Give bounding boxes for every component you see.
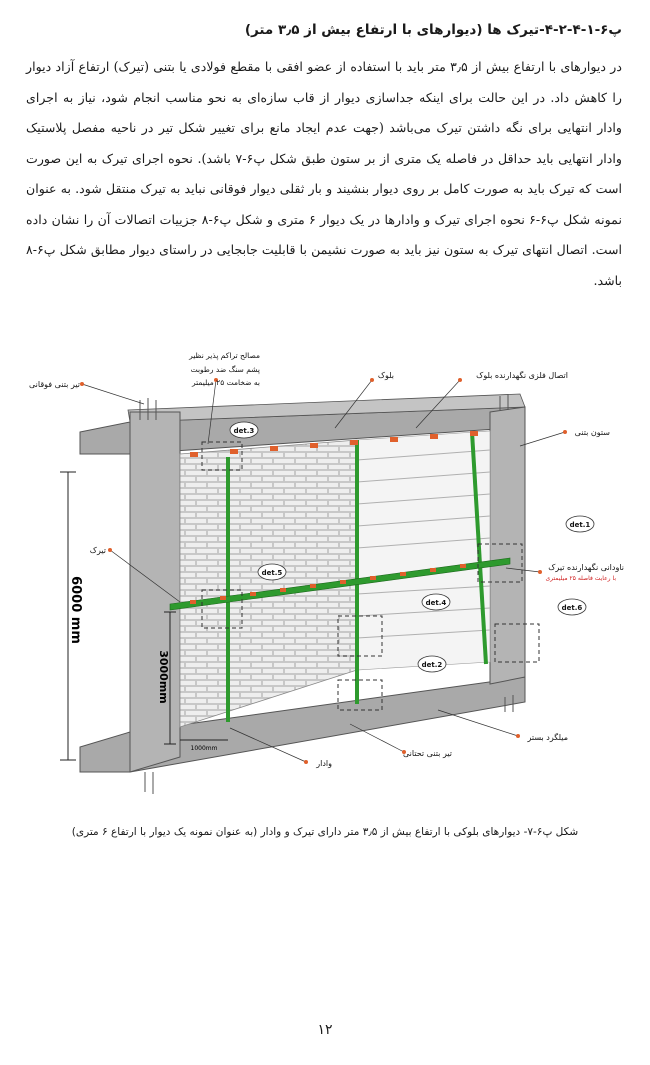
label-filler: مصالح تراکم پذیر نظیر [189, 351, 260, 360]
section-heading: پ۶-۱-۴-۲-۴-تیرک ها (دیوارهای با ارتفاع بیش از ۳٫۵ متر) [244, 22, 622, 38]
label-concrete-column: ستون بتنی [574, 428, 610, 437]
det3-label: det.3 [233, 427, 255, 435]
label-bed-rebar: میلگرد بستر [527, 733, 568, 742]
label-clip: اتصال فلزی نگهدارنده بلوک [476, 371, 568, 380]
wall-figure [20, 332, 630, 802]
left-concrete-column [130, 412, 180, 772]
body-paragraph: در دیوارهای با ارتفاع بیش از ۳٫۵ متر باید با استفاده از عضو افقی با مقطع فولادی یا بتنی (تیرک) ارتفاع آزاد دیوار را کاهش داد. در این حالت برای اینکه جداسازی دیوار از قاب سازه‌ای به نحو مناسب انجام شود، نیاز به اجرای وادار انتهایی برای نگه داشتن تیرک می‌باشد (جهت عدم ایجاد مانع برای تغییر شکل تیر در ناحیه مفصل پلاستیک وادار انتهایی باید حداقل در فاصله یک متری از بر ستون طبق شکل پ۶-۷ باشد). نحوه اجرای تیرک به این صورت است که تیرک باید به صورت کامل بر روی دیوار بنشیند و بار ثقلی دیوار فوقانی نباید به تیرک منتقل شود. به عنوان نمونه شکل پ۶-۶ نحوه اجرای تیرک و وادارها در یک دیوار ۶ متری و شکل پ۶-۸ جزییات اتصالات آن را نشان داده است. اتصال انتهای تیرک به ستون نیز باید به صورت نشیمن با قابلیت جابجایی در راستای دیوار مطابق شکل پ۶-۸ باشد. [26, 59, 622, 288]
det5-label: det.5 [261, 569, 283, 577]
label-filler-3: به ضخامت ۲۵ میلیمتر [192, 378, 260, 387]
det2-label: det.2 [421, 661, 443, 669]
label-bottom-beam: تیر بتنی تحتانی [403, 749, 452, 758]
dim-total-label: 6000 mm [68, 576, 83, 644]
label-block: بلوک [377, 371, 394, 380]
label-holder-note: با رعایت فاصله ۲۵ میلیمتری [545, 575, 616, 582]
dim-bottom-label: 1000mm [190, 745, 218, 752]
label-vadar: وادار [316, 759, 332, 768]
label-holder-angle: ناودانی نگهدارنده تیرک [548, 563, 624, 572]
wall-diagram [20, 332, 630, 802]
right-concrete-column [490, 407, 525, 684]
label-tirak: تیرک [89, 546, 106, 555]
label-top-beam: تیر بتنی فوقانی [29, 380, 80, 389]
figure-caption: شکل پ۶-۷- دیوارهای بلوکی با ارتفاع بیش از ۳٫۵ متر دارای تیرک و وادار (به عنوان نمونه یک دیوار با ارتفاع ۶ متری) [71, 826, 579, 838]
dim-half-label: 3000mm [157, 650, 170, 704]
det1-label: det.1 [569, 521, 591, 529]
det6-label: det.6 [561, 604, 583, 612]
page-number: ۱۲ [317, 1022, 333, 1038]
det4-label: det.4 [425, 599, 447, 607]
label-filler-2: پشم سنگ ضد رطوبت [190, 365, 260, 374]
